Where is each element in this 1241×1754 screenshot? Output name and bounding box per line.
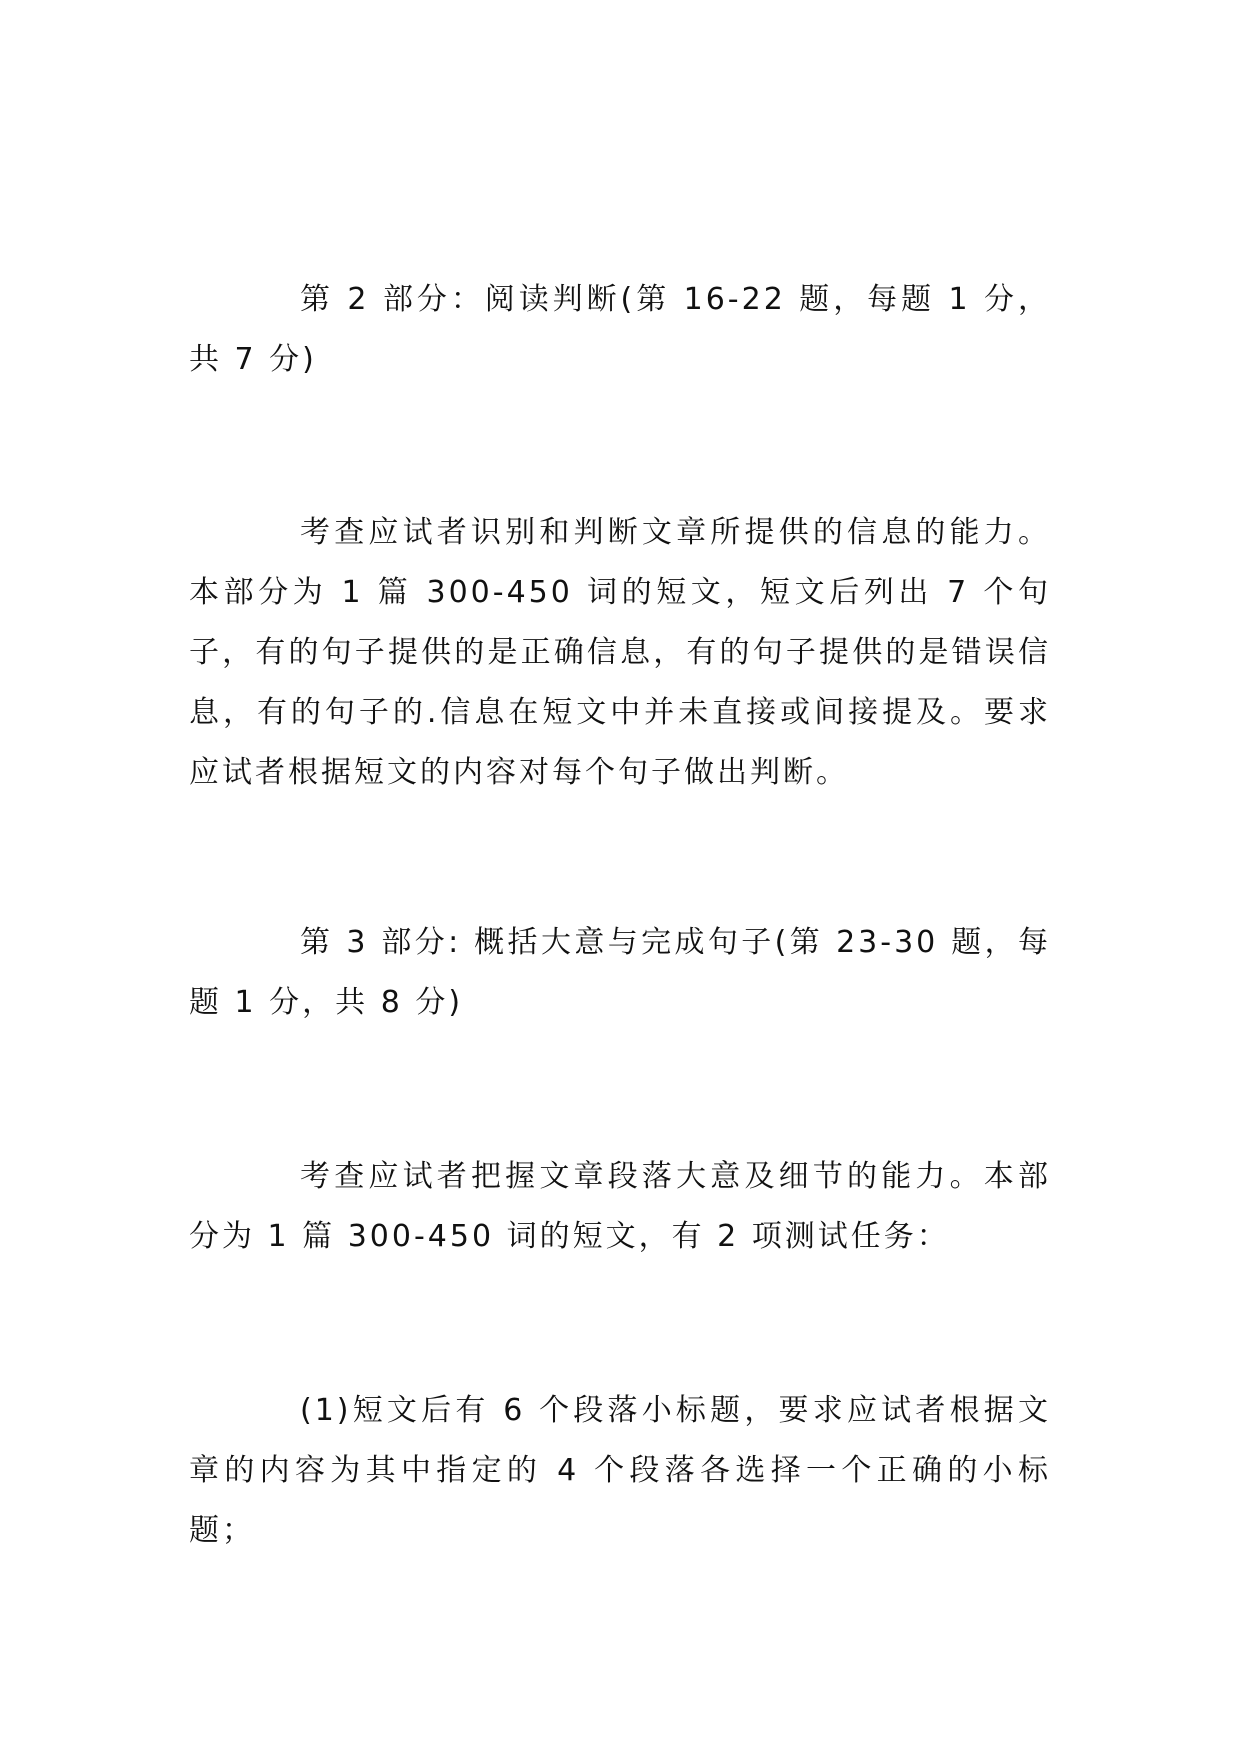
section-2-description: 考查应试者识别和判断文章所提供的信息的能力。本部分为 1 篇 300-450 词的短文，短文后列出 7 个句子，有的句子提供的是正确信息，有的句子提供的是错误信息，有的句子的.信息在短文中并未直接或间接提及。要求应试者根据短文的内容对每个句子做出判断。 <box>189 515 1051 790</box>
section-2-heading: 第 2 部分：阅读判断(第 16-22 题，每题 1 分，共 7 分) <box>189 282 1051 377</box>
section-3-task-1: (1)短文后有 6 个段落小标题，要求应试者根据文章的内容为其中指定的 4 个段落各选择一个正确的小标题； <box>189 1393 1051 1548</box>
section-3-description: 考查应试者把握文章段落大意及细节的能力。本部分为 1 篇 300-450 词的短文，有 2 项测试任务： <box>189 1159 1051 1254</box>
section-3-heading: 第 3 部分: 概括大意与完成句子(第 23-30 题，每题 1 分，共 8 分) <box>189 925 1051 1020</box>
